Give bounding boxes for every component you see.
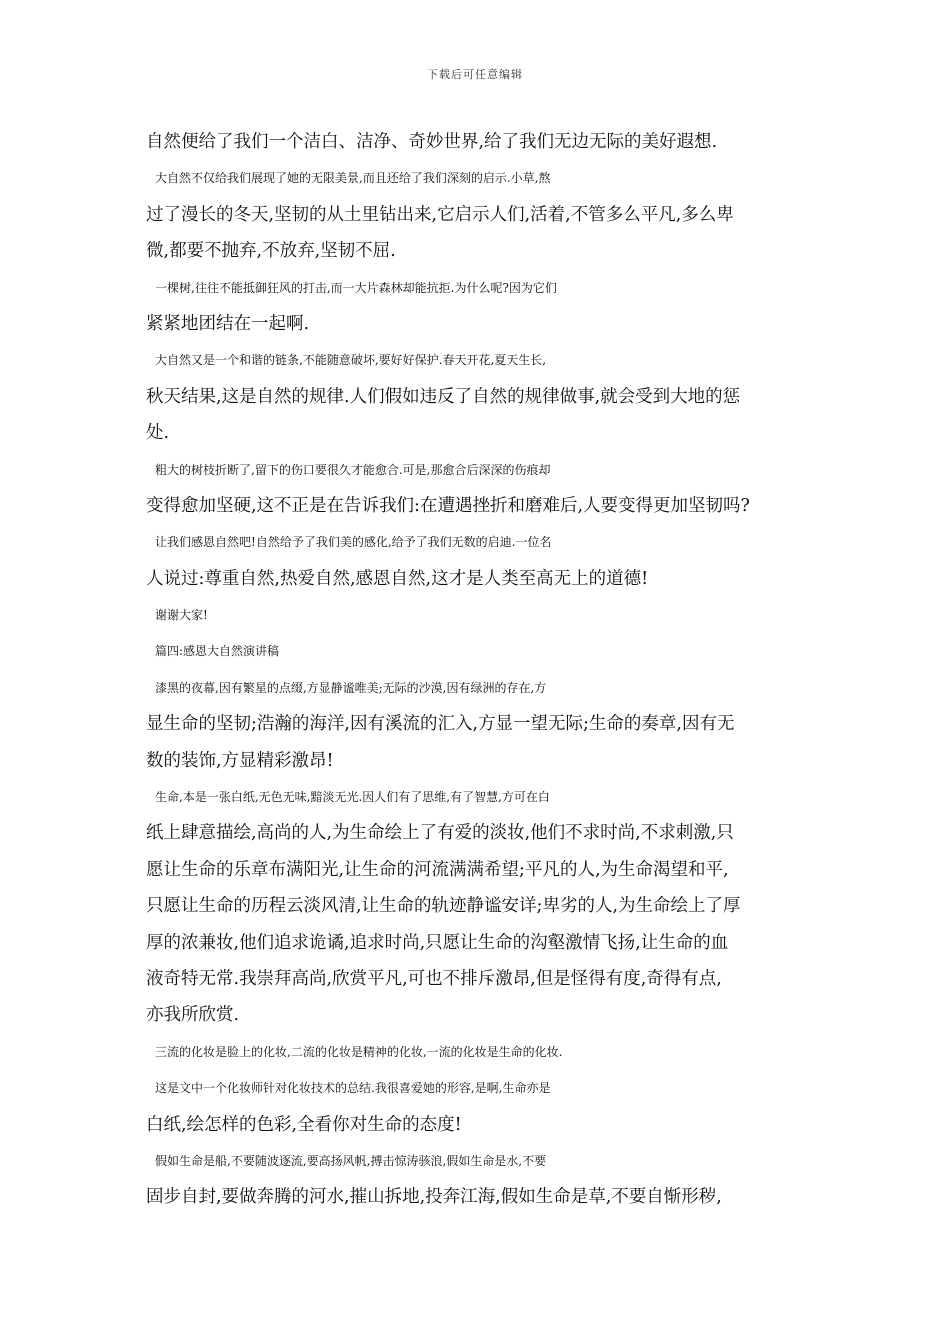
text-line: 秋天结果,这是自然的规律.人们假如违反了自然的规律做事,就会受到大地的惩 [146, 386, 741, 407]
text-line: 纸上肆意描绘,高尚的人,为生命绘上了有爱的淡妆,他们不求时尚,不求刺激,只 [146, 823, 734, 844]
text-line: 假如生命是船,不要随波逐流,要高扬风帆,搏击惊涛骇浪,假如生命是水,不要 [155, 1153, 547, 1168]
text-line: 这是文中一个化妆师针对化妆技术的总结.我很喜爱她的形容,是啊,生命亦是 [155, 1081, 551, 1096]
text-line: 白纸,绘怎样的色彩,全看你对生命的态度! [146, 1114, 462, 1135]
text-line: 液奇特无常.我崇拜高尚,欣赏平凡,可也不排斥激昂,但是怪得有度,奇得有点, [146, 968, 722, 989]
text-line: 数的装饰,方显精彩激昂! [146, 750, 334, 771]
text-line: 自然便给了我们一个洁白、洁净、奇妙世界,给了我们无边无际的美好遐想. [146, 132, 718, 152]
text-line: 厚的浓兼妆,他们追求诡谲,追求时尚,只愿让生命的沟壑激情飞扬,让生命的血 [146, 932, 729, 953]
text-line: 人说过:尊重自然,热爱自然,感恩自然,这才是人类至高无上的道德! [146, 568, 649, 589]
text-line: 三流的化妆是脸上的化妆,二流的化妆是精神的化妆,一流的化妆是生命的化妆. [155, 1044, 563, 1059]
text-line: 固步自封,要做奔腾的河水,摧山拆地,投奔江海,假如生命是草,不要自惭形秽, [146, 1187, 722, 1208]
text-line: 大自然不仅给我们展现了她的无限美景,而且还给了我们深刻的启示.小草,熬 [155, 171, 551, 186]
text-line: 显生命的坚韧;浩瀚的海洋,因有溪流的汇入,方显一望无际;生命的奏章,因有无 [146, 714, 735, 735]
text-line: 微,都要不抛弃,不放弃,坚韧不屈. [146, 241, 396, 262]
text-line: 亦我所欣赏. [146, 1005, 240, 1026]
document-body [146, 124, 826, 1216]
text-line: 愿让生命的乐章布满阳光,让生命的河流满满希望;平凡的人,为生命渴望和平, [146, 859, 729, 880]
text-line: 让我们感恩自然吧!自然给予了我们美的感化,给予了我们无数的启迪.一位名 [155, 535, 552, 550]
text-line: 谢谢大家! [155, 608, 208, 623]
text-line: 一棵树,往往不能抵御狂风的打击,而一大片森林却能抗拒.为什么呢?因为它们 [155, 280, 557, 295]
text-line: 生命,本是一张白纸,无色无味,黯淡无光.因人们有了思维,有了智慧,方可在白 [155, 790, 550, 805]
text-line: 篇四:感恩大自然演讲稿 [155, 644, 280, 659]
text-line: 过了漫长的冬天,坚韧的从土里钻出来,它启示人们,活着,不管多么平凡,多么卑 [146, 204, 734, 225]
page-header: 下载后可任意编辑 [427, 68, 523, 81]
text-line: 紧紧地团结在一起啊. [146, 313, 310, 334]
text-line: 大自然又是一个和谐的链条,不能随意破坏,要好好保护.春天开花,夏天生长, [155, 353, 547, 368]
text-line: 处. [146, 423, 170, 444]
text-line: 只愿让生命的历程云淡风清,让生命的轨迹静谧安详;卑劣的人,为生命绘上了厚 [146, 896, 741, 917]
text-line: 粗大的树枝折断了,留下的伤口要很久才能愈合.可是,那愈合后深深的伤痕却 [155, 462, 551, 477]
text-line: 漆黑的夜幕,因有繁星的点缀,方显静谧唯美;无际的沙漠,因有绿洲的存在,方 [155, 680, 547, 695]
text-line: 变得愈加坚硬,这不正是在告诉我们:在遭遇挫折和磨难后,人要变得更加坚韧吗? [146, 495, 750, 516]
